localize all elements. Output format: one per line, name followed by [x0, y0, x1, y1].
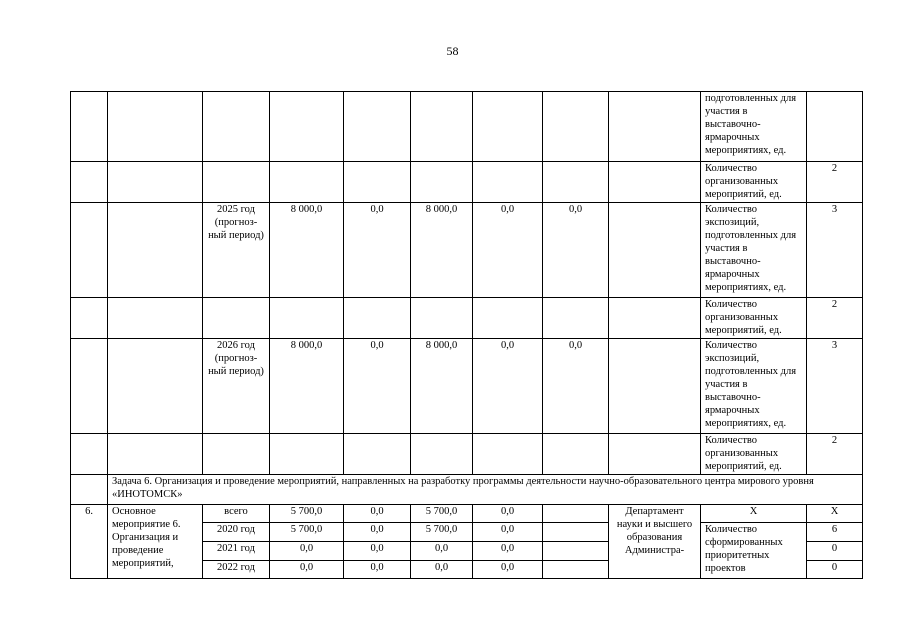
value-cell: 0,0 — [473, 339, 543, 434]
task-row — [71, 475, 863, 505]
period-cell — [203, 298, 270, 339]
indicator-cell: Количество сформированных приоритетных проектов — [701, 523, 807, 579]
executor-cell — [609, 434, 701, 475]
value-cell: 8 000,0 — [270, 203, 344, 298]
indicator-value-cell: 0 — [807, 561, 863, 579]
event-name-cell — [108, 92, 203, 162]
value-cell: 0,0 — [473, 561, 543, 579]
value-cell — [543, 523, 609, 542]
indicator-cell: Количество организованных мероприятий, ед. — [701, 298, 807, 339]
value-cell: 0,0 — [270, 542, 344, 561]
value-cell — [344, 434, 411, 475]
row-number-cell: 6. — [71, 505, 108, 579]
period-cell: 2025 год (прогноз- ный период) — [203, 203, 270, 298]
indicator-cell: Количество организованных мероприятий, ед. — [701, 162, 807, 203]
period-cell — [203, 162, 270, 203]
value-cell — [473, 298, 543, 339]
table-row — [71, 92, 863, 162]
table-row — [71, 339, 863, 434]
period-cell: 2020 год — [203, 523, 270, 542]
value-cell: 0,0 — [473, 523, 543, 542]
value-cell: 5 700,0 — [411, 505, 473, 523]
executor-cell — [609, 339, 701, 434]
value-cell — [543, 505, 609, 523]
indicator-cell: Количество экспозиций, подготовленных для участия в выставочно- ярмарочных мероприятиях, ед. — [701, 339, 807, 434]
row-number-cell — [71, 339, 108, 434]
value-cell — [473, 434, 543, 475]
indicator-cell: подготовленных для участия в выставочно- ярмарочных мероприятиях, ед. — [701, 92, 807, 162]
event-name-cell — [108, 339, 203, 434]
event-name-cell — [108, 162, 203, 203]
value-cell: 0,0 — [270, 561, 344, 579]
value-cell — [270, 434, 344, 475]
value-cell — [473, 162, 543, 203]
row-number-cell — [71, 92, 108, 162]
row-number-cell — [71, 475, 108, 505]
value-cell — [411, 162, 473, 203]
row-number-cell — [71, 162, 108, 203]
indicator-cell: Х — [701, 505, 807, 523]
value-cell — [473, 92, 543, 162]
value-cell — [344, 162, 411, 203]
value-cell: 0,0 — [344, 523, 411, 542]
value-cell — [543, 561, 609, 579]
executor-cell — [609, 203, 701, 298]
value-cell: 0,0 — [344, 203, 411, 298]
value-cell: 0,0 — [344, 505, 411, 523]
indicator-cell: Количество экспозиций, подготовленных для участия в выставочно- ярмарочных мероприятиях, ед. — [701, 203, 807, 298]
value-cell — [270, 162, 344, 203]
indicator-value-cell: 2 — [807, 434, 863, 475]
value-cell — [270, 92, 344, 162]
period-cell — [203, 434, 270, 475]
table-row — [71, 434, 863, 475]
indicator-value-cell: 2 — [807, 298, 863, 339]
value-cell: 0,0 — [411, 561, 473, 579]
table-row — [71, 162, 863, 203]
value-cell: 0,0 — [344, 561, 411, 579]
row-number-cell — [71, 298, 108, 339]
value-cell — [543, 434, 609, 475]
period-cell: всего — [203, 505, 270, 523]
indicator-value-cell: 0 — [807, 542, 863, 561]
row-number-cell — [71, 434, 108, 475]
value-cell — [270, 298, 344, 339]
value-cell: 0,0 — [473, 505, 543, 523]
executor-cell: Департамент науки и высшего образования Администра- — [609, 505, 701, 579]
indicator-value-cell: 3 — [807, 203, 863, 298]
value-cell: 0,0 — [473, 542, 543, 561]
value-cell: 0,0 — [543, 203, 609, 298]
program-table — [70, 91, 863, 579]
event-name-cell — [108, 298, 203, 339]
table-row — [71, 505, 863, 523]
value-cell — [543, 162, 609, 203]
executor-cell — [609, 298, 701, 339]
executor-cell — [609, 92, 701, 162]
indicator-value-cell: 2 — [807, 162, 863, 203]
value-cell — [411, 92, 473, 162]
value-cell — [543, 92, 609, 162]
value-cell — [411, 434, 473, 475]
value-cell — [543, 298, 609, 339]
value-cell — [344, 92, 411, 162]
value-cell: 8 000,0 — [411, 203, 473, 298]
value-cell: 5 700,0 — [270, 505, 344, 523]
period-cell — [203, 92, 270, 162]
event-name-cell — [108, 434, 203, 475]
period-cell: 2021 год — [203, 542, 270, 561]
value-cell: 0,0 — [411, 542, 473, 561]
value-cell: 8 000,0 — [411, 339, 473, 434]
value-cell: 0,0 — [473, 203, 543, 298]
event-name-cell: Основное мероприятие 6. Организация и проведение мероприятий, — [108, 505, 203, 579]
value-cell: 5 700,0 — [270, 523, 344, 542]
value-cell: 0,0 — [344, 542, 411, 561]
period-cell: 2026 год (прогноз- ный период) — [203, 339, 270, 434]
task-heading: Задача 6. Организация и проведение мероприятий, направленных на разработку программы деятельности научно-образовательного центра мирового уровня «ИНОТОМСК» — [108, 475, 863, 505]
indicator-value-cell: 6 — [807, 523, 863, 542]
event-name-cell — [108, 203, 203, 298]
table-row — [71, 203, 863, 298]
page-number: 58 — [446, 44, 459, 58]
executor-cell — [609, 162, 701, 203]
value-cell — [344, 298, 411, 339]
row-number-cell — [71, 203, 108, 298]
value-cell — [543, 542, 609, 561]
value-cell — [411, 298, 473, 339]
indicator-cell: Количество организованных мероприятий, ед. — [701, 434, 807, 475]
indicator-value-cell: Х — [807, 505, 863, 523]
value-cell: 0,0 — [344, 339, 411, 434]
value-cell: 8 000,0 — [270, 339, 344, 434]
indicator-value-cell: 3 — [807, 339, 863, 434]
value-cell: 5 700,0 — [411, 523, 473, 542]
period-cell: 2022 год — [203, 561, 270, 579]
indicator-value-cell — [807, 92, 863, 162]
value-cell: 0,0 — [543, 339, 609, 434]
table-row — [71, 298, 863, 339]
